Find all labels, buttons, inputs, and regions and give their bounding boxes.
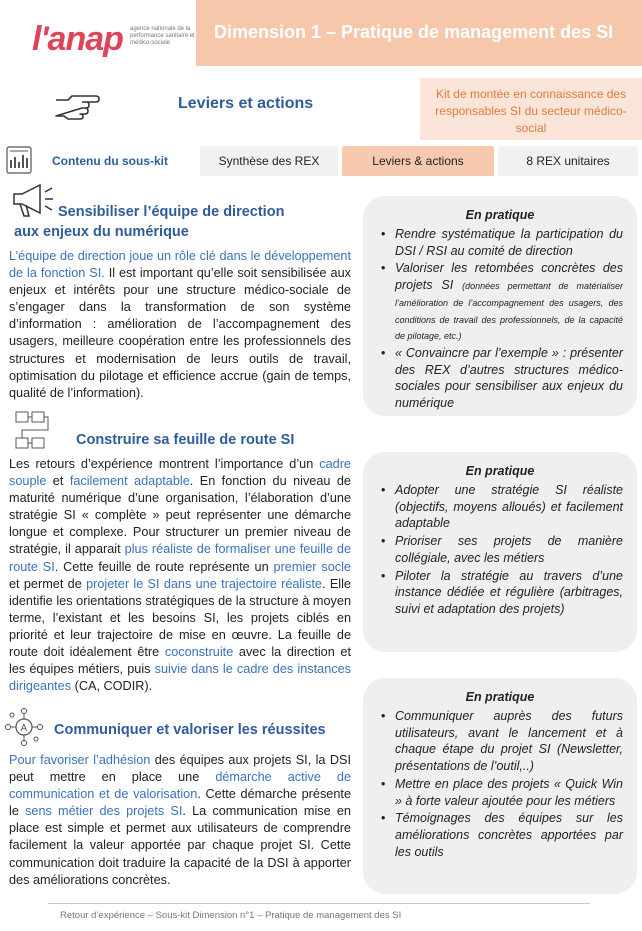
list-item: • Témoignages des équipes sur les améliorations concrètes apportées par les outils: [377, 810, 623, 860]
network-communication-icon: [4, 708, 44, 746]
page-title: Dimension 1 – Pratique de management des SI: [214, 22, 614, 42]
logo-area: [0, 0, 196, 68]
section-title-feuille-route: Construire sa feuille de route SI: [76, 432, 295, 448]
contenu-label: Contenu du sous-kit: [52, 154, 168, 168]
section-paragraph: Pour favoriser l’adhésion des équipes aux projets SI, la DSI peut mettre en place une démarche active de communication et de valorisation. Cette démarche présente le sens métier des projets SI. La communication mise en place est simple et permet aux utilisateurs de comprendre facilement la valeur apportée par chaque projet SI. Cette communication doit traduire la capacité de la DSI à apporter des améliorations concrètes.: [9, 753, 352, 887]
pratique-title: En pratique: [465, 464, 535, 478]
footer-divider: [48, 903, 590, 904]
list-item: • Prioriser ses projets de manière collégiale, avec les métiers: [377, 533, 623, 566]
tab-synthese[interactable]: Synthèse des REX: [200, 146, 338, 176]
logo-subtitle: agence nationale de la performance sanitaire et médico-sociale: [130, 26, 195, 46]
hand-pointing-icon: [54, 90, 100, 120]
tab-leviers-actions[interactable]: Leviers & actions: [342, 146, 494, 176]
anap-logo: l'anap: [32, 20, 123, 58]
section-paragraph: Les retours d’expérience montrent l’importance d’un cadre souple et facilement adaptable. En fonction du niveau de maturité numérique d’une organisation, l’élaboration d’une stratégie SI « complète » peut représenter une démarche longue et complexe. Pour structurer un premier niveau de stratégie, il apparait plus réaliste de formaliser une feuille de route SI. Cette feuille de route représente un premier socle et permet de projeter le SI dans une trajectoire réaliste. Elle identifie les orientations stratégiques de la structure à moyen terme, l’existant et les besoins SI, les projets ciblés en priorité et leur trajectoire de mise en œuvre. La feuille de route doit idéalement être coconstruite avec la direction et les équipes métiers, puis suivie dans le cadre des instances dirigeantes (CA, CODIR).: [9, 457, 352, 694]
svg-text:A: A: [20, 723, 28, 734]
section-paragraph: [9, 248, 351, 402]
tab-rex-unitaires[interactable]: 8 REX unitaires: [498, 146, 638, 176]
kit-banner: [420, 78, 642, 140]
dashboard-icon: [6, 146, 32, 174]
pratique-box: [363, 678, 637, 894]
section-title-communiquer: Communiquer et valoriser les réussites: [54, 722, 326, 738]
megaphone-icon: [10, 182, 56, 220]
footer: Retour d’expérience – Sous-kit Dimension n°1 – Pratique de management des SI: [60, 910, 402, 921]
section-title-sensibiliser: Sensibiliser l’équipe de direction: [58, 204, 285, 220]
pratique-title: En pratique: [465, 208, 535, 222]
list-item: • Communiquer auprès des futurs utilisateurs, avant le lancement et à chaque étape du projet SI (Newsletter, présentations de l’outil,..): [377, 708, 623, 775]
para-text: Il est important qu’elle soit sensibilisée aux enjeux et intérêts pour une structure médico-sociale de s’engager dans la transformation de son système d’information : amélioration de l’accompagnement des usagers, meilleure coopération entre les professionnels des structures et modernisation de leurs outils de travail, optimisation du pilotage et efficience accrue (gain de temps, qualité de l’information).: [9, 266, 351, 400]
list-item: • Mettre en place des projets « Quick Win » à forte valeur ajoutée pour les métiers: [377, 776, 623, 809]
list-item: • « Convaincre par l’exemple » : présenter des REX d’autres structures médico-sociales pour sensibiliser aux enjeux du numérique: [377, 345, 623, 412]
pratique-title: En pratique: [465, 690, 535, 704]
pratique-box: [363, 196, 637, 416]
list-item: • Adopter une stratégie SI réaliste (objectifs, moyens alloués) et facilement adaptable: [377, 482, 623, 532]
roadmap-icon: [14, 410, 50, 450]
pratique-note: (données permettant de matérialiser l’amélioration de l’accompagnement des usagers, des conditions de travail des professionnels, de la capacité de pilotage, etc.): [395, 281, 623, 342]
pratique-box: [363, 452, 637, 652]
list-item: • Piloter la stratégie au travers d’une instance dédiée et régulière (arbitrages, suivi et adaptation des projets): [377, 568, 623, 618]
list-item: • Rendre systématique la participation du DSI / RSI au comité de direction: [377, 226, 623, 259]
section-title-sensibiliser-l2: aux enjeux du numérique: [14, 224, 189, 240]
section-heading: Leviers et actions: [178, 95, 314, 112]
kit-text: Kit de montée en connaissance des responsables SI du secteur médico-social: [435, 87, 627, 135]
para-text: L’équipe de direction joue un rôle clé dans le développement de la fonction SI.: [9, 249, 351, 281]
list-item: • Valoriser les retombées concrètes des projets SI (données permettant de matérialiser l’amélioration de l’accompagnement des usagers, des conditions de travail des professionnels, de la capacité de pilotage, etc.): [377, 260, 623, 344]
